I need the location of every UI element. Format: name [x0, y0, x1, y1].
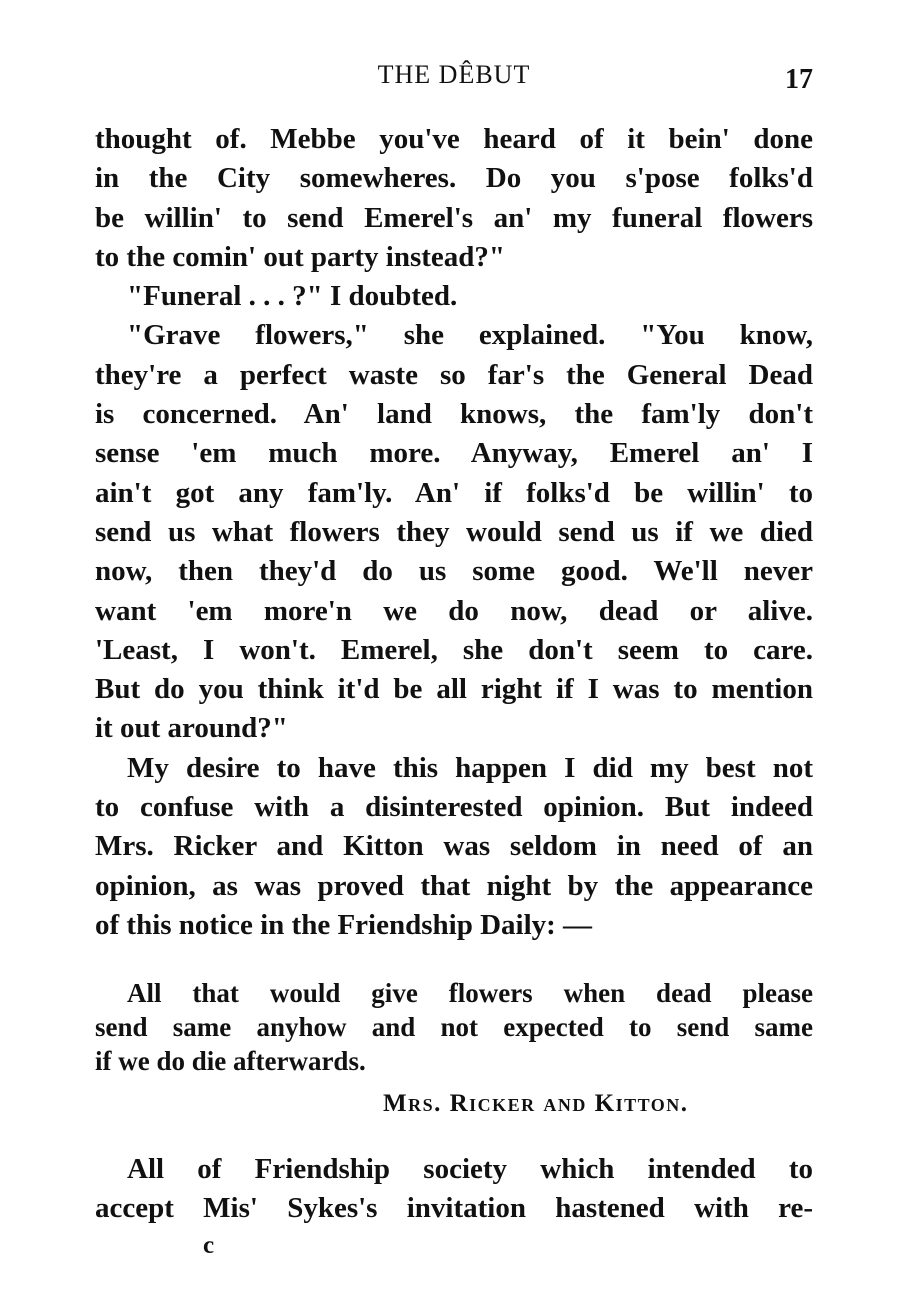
- text-line: But do you think it'd be all right if I was to mention: [95, 673, 813, 706]
- text-block-1: [95, 120, 813, 945]
- text-line: of this notice in the Friendship Daily: —: [95, 908, 593, 941]
- notice-line: send same anyhow and not expected to send same: [95, 1012, 813, 1042]
- text-line: be willin' to send Emerel's an' my funeral flowers: [95, 201, 813, 234]
- text-line: accept Mis' Sykes's invitation hastened with re-: [95, 1192, 813, 1225]
- text-line: All of Friendship society which intended to: [127, 1153, 813, 1185]
- running-head: [95, 58, 813, 94]
- text-line: Mrs. Ricker and Kitton was seldom in need of an: [95, 830, 813, 863]
- text-line: 'Least, I won't. Emerel, she don't seem to care.: [95, 633, 813, 666]
- text-line: "Funeral . . . ?" I doubted.: [127, 280, 458, 313]
- text-line: to the comin' out party instead?": [95, 240, 506, 273]
- text-line: in the City somewheres. Do you s'pose folks'd: [95, 162, 813, 195]
- text-line: "Grave flowers," she explained. "You know,: [127, 319, 813, 352]
- text-block-2: [95, 1150, 813, 1229]
- text-line: send us what flowers they would send us if we died: [95, 515, 813, 548]
- notice-line: All that would give flowers when dead please: [127, 978, 813, 1008]
- signature-mark: c: [203, 1232, 215, 1259]
- text-line: sense 'em much more. Anyway, Emerel an' I: [95, 437, 813, 470]
- text-line: to confuse with a disinterested opinion. But indeed: [95, 791, 813, 824]
- text-line: My desire to have this happen I did my best not: [127, 751, 813, 784]
- text-line: it out around?": [95, 712, 288, 745]
- newspaper-notice: [95, 976, 813, 1078]
- text-line: is concerned. An' land knows, the fam'ly don't: [95, 398, 813, 431]
- notice-signature: Mrs. Ricker and Kitton.: [383, 1090, 689, 1117]
- chapter-title: THE DÊBUT: [377, 60, 531, 89]
- text-line: now, then they'd do us some good. We'll never: [95, 555, 813, 588]
- page-number: 17: [785, 64, 813, 95]
- text-line: opinion, as was proved that night by the appearance: [95, 869, 813, 902]
- text-line: ain't got any fam'ly. An' if folks'd be willin' to: [95, 476, 813, 509]
- text-line: they're a perfect waste so far's the General Dead: [95, 358, 813, 391]
- text-line: want 'em more'n we do now, dead or alive.: [95, 594, 813, 627]
- notice-line: if we do die afterwards.: [95, 1046, 366, 1076]
- text-line: thought of. Mebbe you've heard of it bein' done: [95, 123, 813, 155]
